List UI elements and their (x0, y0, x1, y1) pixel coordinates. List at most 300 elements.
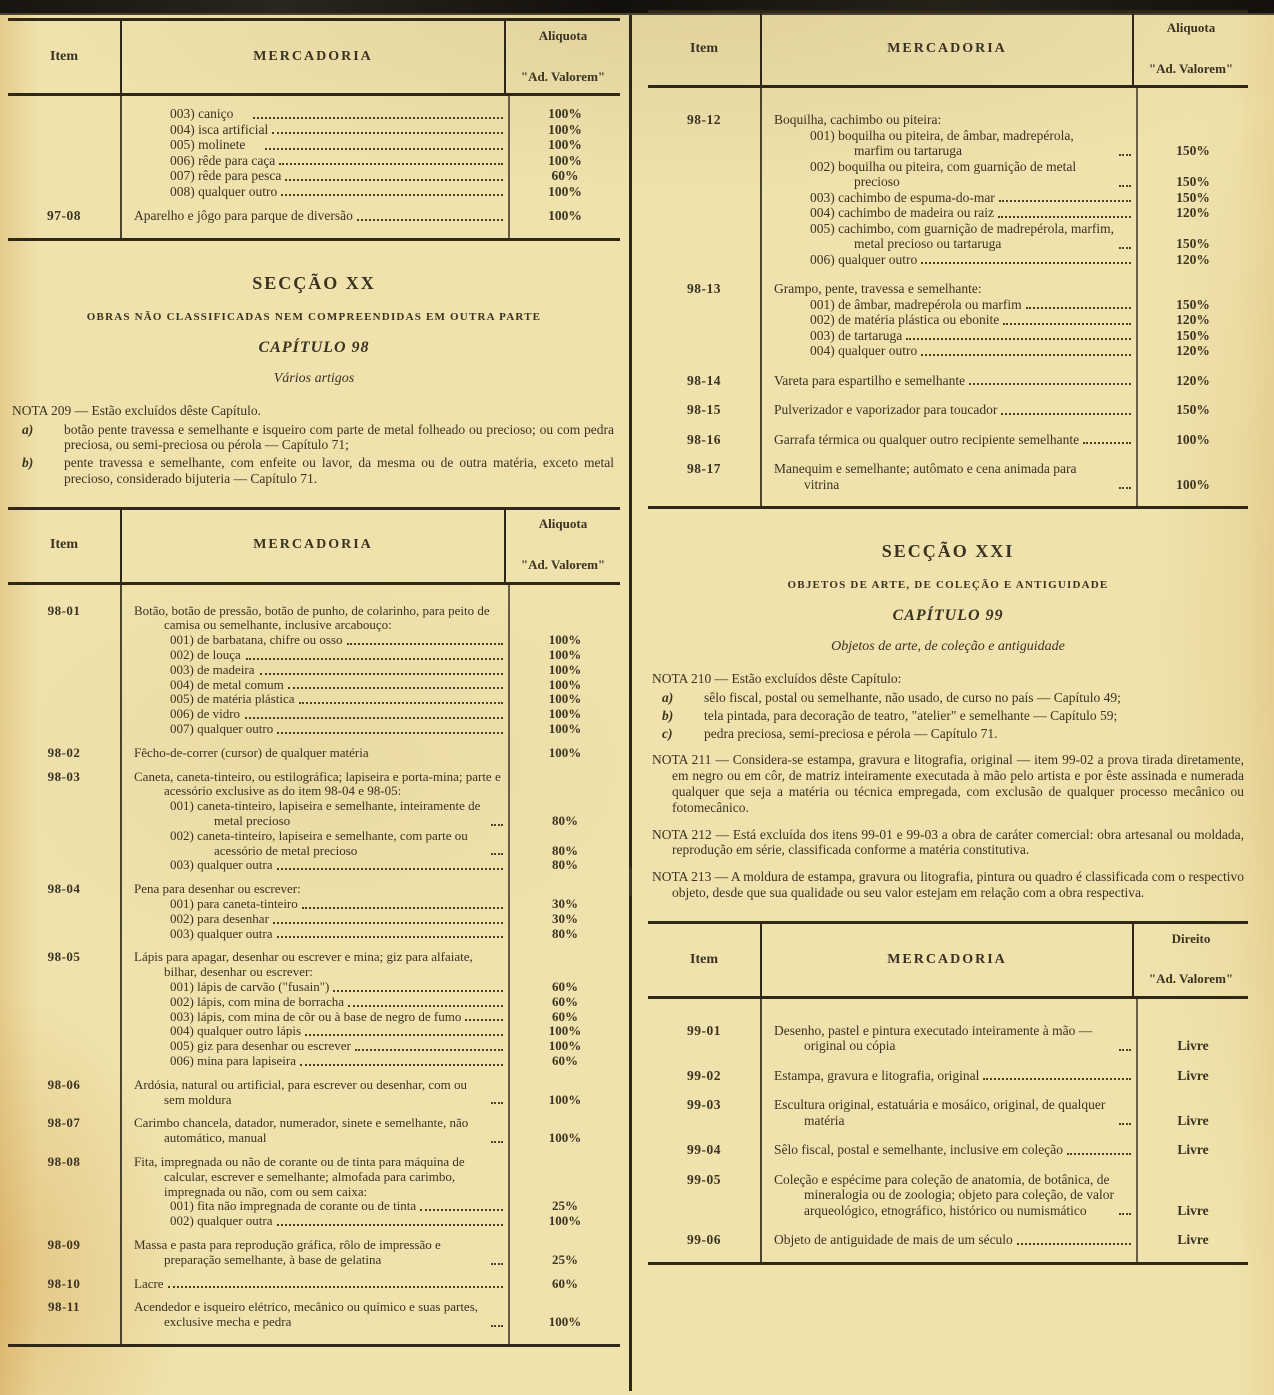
description-text: 003) caniço (170, 106, 234, 121)
nota-list-item (12, 455, 616, 487)
item-code-cell: 98-15 (687, 402, 721, 417)
dotted-leader (1119, 154, 1131, 156)
rate-cell: 100% (548, 137, 582, 152)
description-cell (760, 1097, 1138, 1128)
chapter-subtitle: Vários artigos (273, 370, 355, 386)
table-row (8, 1024, 620, 1039)
rate-cell: Livre (1177, 1202, 1209, 1218)
table-row (8, 770, 620, 800)
nota-list-item (652, 690, 1244, 706)
table-row (648, 328, 1248, 344)
dotted-leader (355, 1049, 503, 1051)
dotted-leader (1119, 1213, 1131, 1215)
description-cell (120, 663, 510, 678)
item-code-cell: 97-08 (47, 208, 81, 223)
table-row (648, 1068, 1248, 1084)
dotted-leader (302, 907, 503, 909)
description-text: Ardósia, natural ou artificial, para escrever ou desenhar, com ou sem moldura (134, 1076, 468, 1107)
description-text: 005) cachimbo, com guarnição de madrepérola, marfim, metal precioso ou tartaruga (810, 220, 1115, 251)
table-row (8, 1214, 620, 1229)
description-text: 002) boquilha ou piteira, com guarnição de metal precioso (810, 158, 1077, 189)
ad-valorem-label: "Ad. Valorem" (520, 556, 606, 572)
table-row (8, 633, 620, 648)
right-column (648, 10, 1248, 1265)
dotted-leader (357, 219, 503, 221)
description-cell (760, 221, 1138, 252)
description-cell (760, 343, 1138, 359)
table-row (648, 432, 1248, 448)
item-code-cell: 98-03 (47, 768, 81, 784)
description-cell (120, 678, 510, 693)
description-cell (120, 1155, 510, 1199)
item-code-cell: 98-16 (687, 431, 721, 447)
description-cell (120, 912, 510, 927)
dotted-leader (420, 1209, 503, 1211)
table-row (8, 980, 620, 995)
rate-cell: 150% (1176, 174, 1210, 189)
description-cell (760, 312, 1138, 328)
description-text: Carimbo chancela, datador, numerador, sinete e semelhante, não automático, manual (134, 1115, 469, 1146)
dotted-leader (1017, 1243, 1131, 1245)
table-row (648, 1097, 1248, 1128)
item-code-cell: 98-11 (47, 1299, 81, 1315)
description-cell (760, 402, 1138, 418)
table-row (648, 1142, 1248, 1158)
table-row (8, 722, 620, 737)
table-row (8, 184, 620, 200)
description-cell (120, 692, 510, 707)
nota-item-text: sêlo fiscal, postal ou semelhante, não usado, de curso no país — Capítulo 49; (704, 690, 1121, 705)
rate-cell: 150% (1176, 402, 1210, 417)
table-row (8, 995, 620, 1010)
description-text: 004) cachimbo de madeira ou raiz (810, 205, 995, 220)
column-header-direito (1134, 924, 1248, 996)
description-cell (120, 980, 510, 995)
aliquota-label: Aliquota (538, 515, 588, 531)
tariff-table-chapter-98 (8, 507, 620, 1347)
rate-cell: 150% (1176, 189, 1210, 205)
rate-cell: 100% (548, 706, 582, 722)
aliquota-label: Aliquota (538, 28, 588, 43)
description-text: Coleção e espécime para coleção de anatomia, de botânica, de mineralogia ou de zoologia; objeto para coleção, de valor arqueológico, etnográfico, histórico ou numismático (774, 1171, 1114, 1218)
description-text: 003) qualquer outra (170, 857, 273, 873)
rate-cell: 100% (1176, 476, 1210, 492)
dotted-leader (333, 990, 503, 992)
table-row (8, 604, 620, 634)
table-row (8, 663, 620, 678)
description-cell (120, 1214, 510, 1229)
dotted-leader (921, 262, 1131, 264)
description-text: Pena para desenhar ou escrever: (134, 881, 301, 897)
description-text: Estampa, gravura e litografia, original (774, 1067, 980, 1083)
rate-cell: 100% (548, 647, 582, 663)
nota-list-item (652, 726, 1244, 742)
table-row (8, 858, 620, 873)
table-row (8, 1300, 620, 1330)
description-text: 002) para desenhar (170, 910, 269, 926)
table-body (648, 88, 1248, 506)
table-row (648, 128, 1248, 159)
description-text: Objeto de antiguidade de mais de um século (774, 1232, 1013, 1248)
description-cell (120, 1238, 510, 1268)
item-code-cell: 98-13 (687, 281, 721, 296)
table-row (648, 205, 1248, 221)
chapter-title: CAPÍTULO 98 (258, 338, 370, 356)
description-text: 001) de âmbar, madrepérola ou marfim (810, 296, 1022, 312)
dotted-leader (279, 163, 503, 165)
description-cell (120, 858, 510, 873)
description-cell (120, 707, 510, 722)
description-text: Massa e pasta para reprodução gráfica, rôlo de impressão e preparação semelhante, à base de gelatina (134, 1236, 441, 1267)
description-cell (120, 648, 510, 663)
rate-cell: Livre (1177, 1142, 1209, 1158)
item-code-cell: 98-01 (47, 602, 81, 618)
rate-cell: 60% (552, 993, 578, 1009)
rate-cell: 100% (548, 1213, 582, 1229)
dotted-leader (1119, 185, 1131, 187)
description-cell (120, 882, 510, 897)
tariff-table-chapter-99 (648, 921, 1248, 1265)
table-row (648, 252, 1248, 268)
item-code-cell: 99-04 (687, 1142, 721, 1158)
tariff-table-chapter-98-continued (648, 10, 1248, 509)
rate-cell: 120% (1176, 251, 1210, 267)
chapter-subtitle: Objetos de arte, de coleção e antiguidade (831, 639, 1065, 654)
rate-cell: 100% (548, 183, 582, 199)
ad-valorem-label: "Ad. Valorem" (1148, 60, 1234, 76)
description-cell (120, 106, 510, 122)
description-cell (120, 1054, 510, 1069)
rate-cell: 60% (552, 1008, 578, 1024)
rate-cell: 30% (552, 896, 578, 912)
column-header-mercadoria: MERCADORIA (760, 13, 1134, 85)
dotted-leader (1119, 487, 1131, 489)
ad-valorem-label: "Ad. Valorem" (520, 68, 606, 84)
table-row (8, 692, 620, 707)
table-row (648, 190, 1248, 206)
description-cell (120, 137, 510, 153)
rate-cell: 120% (1176, 312, 1210, 327)
dotted-leader (906, 338, 1131, 340)
rate-cell: Livre (1177, 1067, 1209, 1083)
dotted-leader (299, 702, 503, 704)
dotted-leader (491, 1141, 503, 1143)
description-text: Escultura original, estatuária e mosáico, original, de qualquer matéria (774, 1097, 1106, 1128)
direito-label: Direito (1171, 930, 1211, 946)
table-row (8, 799, 620, 829)
description-cell (120, 927, 510, 942)
table-row (8, 678, 620, 693)
dotted-leader (253, 117, 503, 119)
description-text: 003) lápis, com mina de côr ou à base de negro de fumo (170, 1008, 462, 1024)
rate-cell: Livre (1177, 1038, 1209, 1054)
description-text: 007) rêde para pesca (170, 168, 282, 183)
dotted-leader (465, 1019, 503, 1021)
description-cell (120, 633, 510, 648)
description-cell (120, 168, 510, 184)
dotted-leader (272, 132, 503, 134)
table-row (8, 829, 620, 859)
rate-cell: 150% (1176, 236, 1210, 251)
dotted-leader (285, 179, 503, 181)
dotted-leader (1001, 413, 1131, 415)
item-code-cell: 99-02 (687, 1067, 721, 1083)
column-header-item: Item (50, 49, 78, 65)
description-text: 005) molinete (170, 137, 246, 152)
table-row (8, 1116, 620, 1146)
description-text: 004) qualquer outro (810, 343, 918, 358)
dotted-leader (288, 687, 503, 689)
rate-cell: 100% (548, 661, 582, 677)
table-row (8, 707, 620, 722)
rate-cell: 100% (548, 1091, 582, 1107)
dotted-leader (491, 1102, 503, 1104)
item-code-cell: 98-04 (47, 881, 81, 897)
dotted-leader (245, 717, 503, 719)
item-code-cell: 98-07 (47, 1115, 81, 1131)
item-code-cell: 99-01 (687, 1022, 721, 1038)
description-text: 002) lápis, com mina de borracha (170, 993, 344, 1009)
table-row (648, 281, 1248, 297)
description-cell (760, 128, 1138, 159)
description-cell (120, 208, 510, 224)
description-cell (120, 829, 510, 859)
description-cell (760, 252, 1138, 268)
item-code-cell: 98-09 (47, 1236, 81, 1252)
section-xxi-block (648, 523, 1248, 913)
rate-cell: 100% (548, 1314, 582, 1330)
description-text: 003) cachimbo de espuma-do-mar (810, 189, 995, 205)
dotted-leader (305, 1034, 503, 1036)
description-text: Acendedor e isqueiro elétrico, mecânico ou químico e suas partes, exclusive mecha e pedra (134, 1299, 479, 1330)
description-cell (760, 328, 1138, 344)
nota-paragraph: NOTA 212 — Está excluída dos itens 99-01 e 99-03 a obra de caráter comercial: obra artesanal ou moldada, reprodução em série, classificada conforme a matéria constitutiva. (652, 826, 1244, 858)
description-text: Aparelho e jôgo para parque de diversão (134, 208, 353, 223)
description-text: 002) de matéria plástica ou ebonite (810, 312, 1000, 327)
item-code-cell: 98-10 (47, 1275, 81, 1291)
rate-cell: 80% (552, 842, 578, 858)
rate-cell: 60% (552, 1053, 578, 1068)
description-text: 003) de madeira (170, 661, 255, 677)
rate-cell: 120% (1176, 343, 1210, 358)
rate-cell: 100% (548, 1130, 582, 1146)
chapter-title: CAPÍTULO 99 (892, 607, 1004, 624)
description-text: 002) qualquer outra (170, 1213, 273, 1229)
item-code-cell: 99-06 (687, 1232, 721, 1248)
nota-paragraph: NOTA 213 — A moldura de estampa, gravura ou litografia, pintura ou quadro é classificada com o respectivo objeto, desde que sua qualidade ou seu valor estejam em relação com a obra respectiva. (652, 869, 1244, 900)
dotted-leader (277, 1224, 503, 1226)
table-header (8, 21, 620, 96)
description-text: Fita, impregnada ou não de corante ou de tinta para máquina de calcular, escrever e semelhante; almofada para carimbo, impregnada ou não, com ou sem caixa: (134, 1153, 465, 1199)
dotted-leader (491, 1325, 503, 1327)
description-cell (760, 159, 1138, 190)
nota-item-letter: b) (22, 455, 34, 471)
rate-cell: 80% (552, 813, 578, 829)
description-text: Lacre (134, 1275, 164, 1291)
table-row (8, 1155, 620, 1199)
description-text: 002) caneta-tinteiro, lapiseira e semelhante, com parte ou acessório de metal precioso (170, 827, 468, 858)
nota-item-text: pente travessa e semelhante, com enfeite ou lavor, da mesma ou de outra matéria, exceto metal precioso, considerado bijuteria — Capítulo 71. (64, 455, 614, 486)
dotted-leader (1003, 323, 1131, 325)
table-row (8, 882, 620, 897)
description-text: Lápis para apagar, desenhar ou escrever e mina; giz para alfaiate, bilhar, desenhar ou escrever: (134, 949, 473, 980)
description-text: 004) qualquer outro lápis (170, 1023, 302, 1039)
table-row (648, 112, 1248, 128)
description-text: 001) boquilha ou piteira, de âmbar, madrepérola, marfim ou tartaruga (810, 127, 1074, 158)
table-row (648, 221, 1248, 252)
nota-list-item (652, 708, 1244, 724)
column-header-aliquota (506, 21, 620, 93)
rate-cell: Livre (1177, 1232, 1209, 1248)
table-row (8, 897, 620, 912)
item-code-cell: 98-06 (47, 1076, 81, 1092)
description-text: 007) qualquer outro (170, 721, 274, 737)
dotted-leader (1083, 442, 1131, 444)
rate-cell: 100% (548, 1023, 582, 1039)
table-row (8, 1078, 620, 1108)
description-cell (120, 1010, 510, 1025)
rate-cell: 30% (552, 910, 578, 926)
description-cell (120, 799, 510, 829)
dotted-leader (265, 148, 503, 150)
table-row (648, 1023, 1248, 1054)
dotted-leader (277, 732, 503, 734)
tariff-table-continuation-97 (8, 18, 620, 241)
nota-item-letter: c) (662, 725, 673, 741)
description-cell (120, 722, 510, 737)
description-text: 001) caneta-tinteiro, lapiseira e semelhante, inteiramente de metal precioso (170, 798, 481, 829)
rate-cell: 150% (1176, 327, 1210, 343)
description-cell (120, 1039, 510, 1054)
description-cell (760, 1068, 1138, 1084)
dotted-leader (998, 216, 1131, 218)
table-row (648, 297, 1248, 313)
table-row (648, 373, 1248, 389)
description-cell (120, 770, 510, 800)
description-text: 001) lápis de carvão ("fusain") (170, 979, 330, 995)
description-text: Desenho, pastel e pintura executado inteiramente à mão — original ou cópia (774, 1022, 1093, 1054)
nota-item-text: tela pintada, para decoração de teatro, "atelier" e semelhante — Capítulo 59; (704, 707, 1118, 723)
description-cell (760, 373, 1138, 389)
table-header (648, 13, 1248, 88)
nota-item-text: pedra preciosa, semi-preciosa e pérola — Capítulo 71. (704, 725, 998, 741)
rate-cell: 100% (548, 676, 582, 692)
dotted-leader (1119, 1049, 1131, 1051)
table-row (8, 1010, 620, 1025)
table-row (8, 1039, 620, 1054)
nota-paragraph: NOTA 211 — Considera-se estampa, gravura e litografia, original — item 99-02 a prova tirada diretamente, em negro ou em côr, de matriz inteiramente executada à mão pelo artista e por êste assinada e numerada qualquer que seja a matéria ou técnica empregada, com exclusão de qualquer processo mecânico ou fotomecânico. (652, 752, 1244, 815)
dotted-leader (300, 1064, 503, 1066)
rate-cell: 60% (552, 979, 578, 995)
item-code-cell: 98-08 (47, 1153, 81, 1169)
table-row (8, 912, 620, 927)
item-code-cell: 99-05 (687, 1171, 721, 1187)
dotted-leader (273, 922, 503, 924)
description-cell (120, 1116, 510, 1146)
description-text: Fêcho-de-correr (cursor) de qualquer matéria (134, 744, 369, 760)
rate-cell: 60% (552, 1275, 578, 1291)
section-title: SECÇÃO XX (252, 272, 376, 293)
table-body (8, 585, 620, 1344)
description-cell (760, 1232, 1138, 1248)
description-text: Sêlo fiscal, postal e semelhante, inclusive em coleção (774, 1142, 1064, 1158)
description-cell (120, 1024, 510, 1039)
description-text: 001) para caneta-tinteiro (170, 896, 298, 912)
rate-cell: 100% (548, 121, 582, 137)
rate-cell: 100% (548, 632, 582, 648)
nota-item-letter: a) (22, 421, 34, 437)
description-cell (120, 995, 510, 1010)
rate-cell: 150% (1176, 296, 1210, 312)
dotted-leader (921, 354, 1131, 356)
section-subtitle: OBJETOS DE ARTE, DE COLEÇÃO E ANTIGUIDADE (787, 579, 1109, 591)
description-cell (760, 1023, 1138, 1054)
description-cell (760, 112, 1138, 128)
rate-cell: 100% (548, 208, 582, 223)
table-row (648, 1232, 1248, 1248)
dotted-leader (983, 1078, 1131, 1080)
table-row (8, 1238, 620, 1268)
description-text: 001) de barbatana, chifre ou osso (170, 632, 343, 648)
description-text: Pulverizador e vaporizador para toucador (774, 402, 998, 417)
description-cell (120, 897, 510, 912)
table-row (8, 927, 620, 942)
table-row (648, 1172, 1248, 1219)
rate-cell: 100% (1176, 431, 1210, 447)
description-text: 006) rêde para caça (170, 152, 276, 168)
rate-cell: 25% (552, 1251, 578, 1267)
table-header (8, 510, 620, 585)
description-cell (760, 1142, 1138, 1158)
nota-item-letter: a) (662, 690, 674, 705)
item-code-cell: 99-03 (687, 1097, 721, 1113)
ad-valorem-label: "Ad. Valorem" (1148, 971, 1234, 987)
description-text: 004) isca artificial (170, 121, 269, 137)
dotted-leader (277, 868, 503, 870)
table-row (8, 122, 620, 138)
description-text: 003) qualquer outra (170, 925, 273, 941)
description-cell (120, 153, 510, 169)
table-row (648, 312, 1248, 328)
table-row (8, 168, 620, 184)
column-header-item: Item (690, 41, 718, 57)
item-code-cell: 98-05 (47, 949, 81, 965)
table-row (8, 1277, 620, 1292)
description-cell (120, 746, 510, 761)
dotted-leader (281, 194, 503, 196)
table-row (648, 461, 1248, 492)
column-header-item: Item (50, 537, 78, 553)
item-code-cell: 98-02 (47, 744, 81, 760)
table-row (8, 208, 620, 224)
description-text: 004) de metal comum (170, 676, 284, 692)
table-row (8, 950, 620, 980)
table-row (648, 402, 1248, 418)
description-cell (760, 190, 1138, 206)
section-subtitle: OBRAS NÃO CLASSIFICADAS NEM COMPREENDIDAS EM OUTRA PARTE (86, 310, 542, 323)
description-text: 006) qualquer outro (810, 251, 918, 267)
description-text: Vareta para espartilho e semelhante (774, 372, 966, 388)
table-row (8, 1054, 620, 1069)
dotted-leader (246, 658, 503, 660)
column-header-item: Item (690, 952, 718, 968)
rate-cell: 25% (552, 1198, 578, 1214)
rate-cell: 100% (548, 152, 582, 168)
description-text: 005) giz para desenhar ou escrever (170, 1038, 351, 1054)
section-title: SECÇÃO XXI (881, 541, 1015, 561)
description-cell (760, 205, 1138, 221)
dotted-leader (347, 643, 503, 645)
